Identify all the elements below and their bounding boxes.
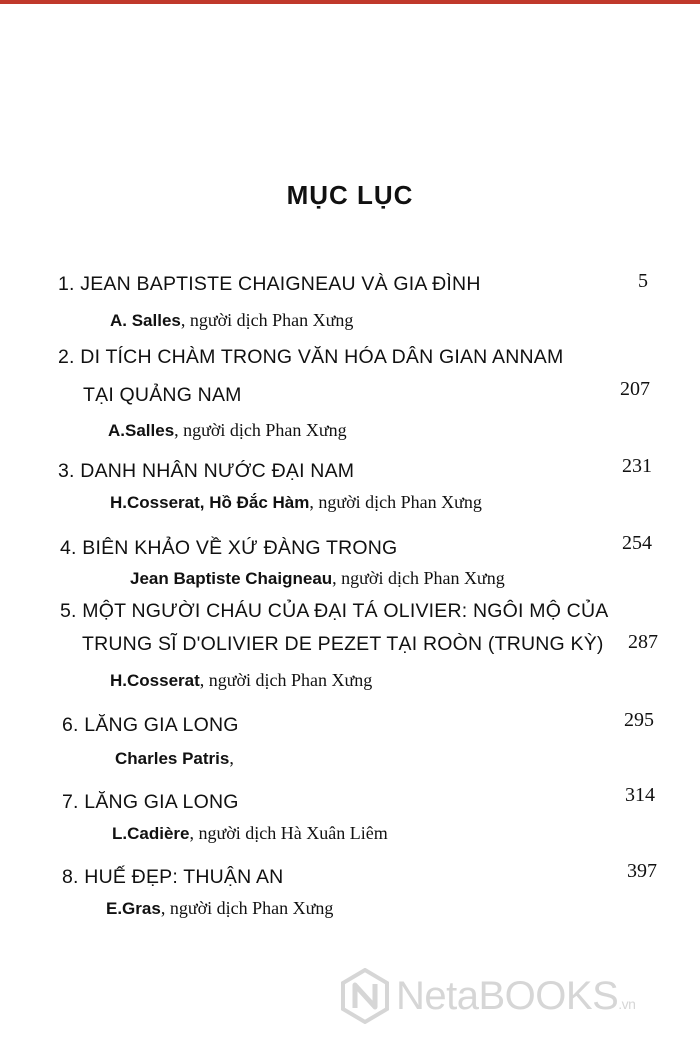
toc-entry-4-translator: , người dịch Phan Xưng [332,568,505,588]
toc-entry-2-author: A.Salles [108,421,175,440]
toc-entry-8-page[interactable]: 397 [627,860,657,882]
toc-entry-1-author: A. Salles [110,311,181,330]
toc-entry-6-translator: , [229,748,234,768]
toc-entry-5-title-line-1[interactable]: 5. MỘT NGƯỜI CHÁU CỦA ĐẠI TÁ OLIVIER: NGÔI MỘ CỦA [60,600,609,622]
toc-entry-1-byline [110,310,353,331]
toc-entry-3-title[interactable]: 3. DANH NHÂN NƯỚC ĐẠI NAM [58,460,355,482]
toc-entry-4-title[interactable]: 4. BIÊN KHẢO VỀ XỨ ĐÀNG TRONG [60,537,398,559]
toc-entry-8-byline [106,898,333,919]
toc-entry-2-translator: , người dịch Phan Xưng [174,420,347,440]
toc-entry-2-title-line-2[interactable]: TẠI QUẢNG NAM [83,384,242,406]
toc-entry-4-author: Jean Baptiste Chaigneau [130,569,333,588]
toc-entry-5-title-line-2[interactable]: TRUNG SĨ D'OLIVIER DE PEZET TẠI ROÒN (TRUNG KỲ) [82,633,604,655]
toc-entry-3-translator: , người dịch Phan Xưng [309,492,482,512]
watermark-brand: NetaBOOKS [396,973,619,1018]
toc-entry-2-page[interactable]: 207 [620,378,650,400]
toc-entry-7-byline [112,823,388,844]
toc-entry-5-byline [110,670,372,691]
toc-entry-6-title[interactable]: 6. LĂNG GIA LONG [62,714,239,736]
toc-entry-1-translator: , người dịch Phan Xưng [180,310,354,330]
toc-entry-3-author: H.Cosserat, Hồ Đắc Hàm [110,493,310,512]
toc-entry-3-byline [110,492,482,513]
toc-entry-8-title[interactable]: 8. HUẾ ĐẸP: THUẬN AN [62,866,284,888]
toc-entry-2-byline [108,420,347,441]
page-title: MỤC LỤC [286,180,414,210]
toc-entry-5-page[interactable]: 287 [628,631,658,653]
toc-entry-1-title[interactable]: 1. JEAN BAPTISTE CHAIGNEAU VÀ GIA ĐÌNH [58,273,481,295]
toc-entry-8-author: E.Gras [106,899,161,918]
toc-entry-6-page[interactable]: 295 [624,709,654,731]
watermark-suffix: .vn [618,995,636,1012]
toc-entry-7-translator: , người dịch Hà Xuân Liêm [189,823,388,843]
toc-entry-7-title[interactable]: 7. LĂNG GIA LONG [62,791,239,813]
watermark [340,968,635,1024]
watermark-text [396,974,635,1019]
toc-entry-5-author: H.Cosserat [110,671,200,690]
toc-entry-4-page[interactable]: 254 [622,532,652,554]
toc-entry-6-byline [115,748,234,769]
toc-entry-3-page[interactable]: 231 [622,455,652,477]
toc-entry-7-author: L.Cadière [112,824,190,843]
netabooks-logo-icon [340,968,390,1024]
toc-entry-7-page[interactable]: 314 [625,784,655,806]
toc-entry-2-title-line-1[interactable]: 2. DI TÍCH CHÀM TRONG VĂN HÓA DÂN GIAN ANNAM [58,346,564,368]
toc-entry-6-author: Charles Patris [115,749,230,768]
toc-entry-1-page[interactable]: 5 [638,270,648,292]
toc-entry-5-translator: , người dịch Phan Xưng [199,670,373,690]
toc-entry-8-translator: , người dịch Phan Xưng [160,898,334,918]
toc-entry-4-byline [130,568,505,589]
